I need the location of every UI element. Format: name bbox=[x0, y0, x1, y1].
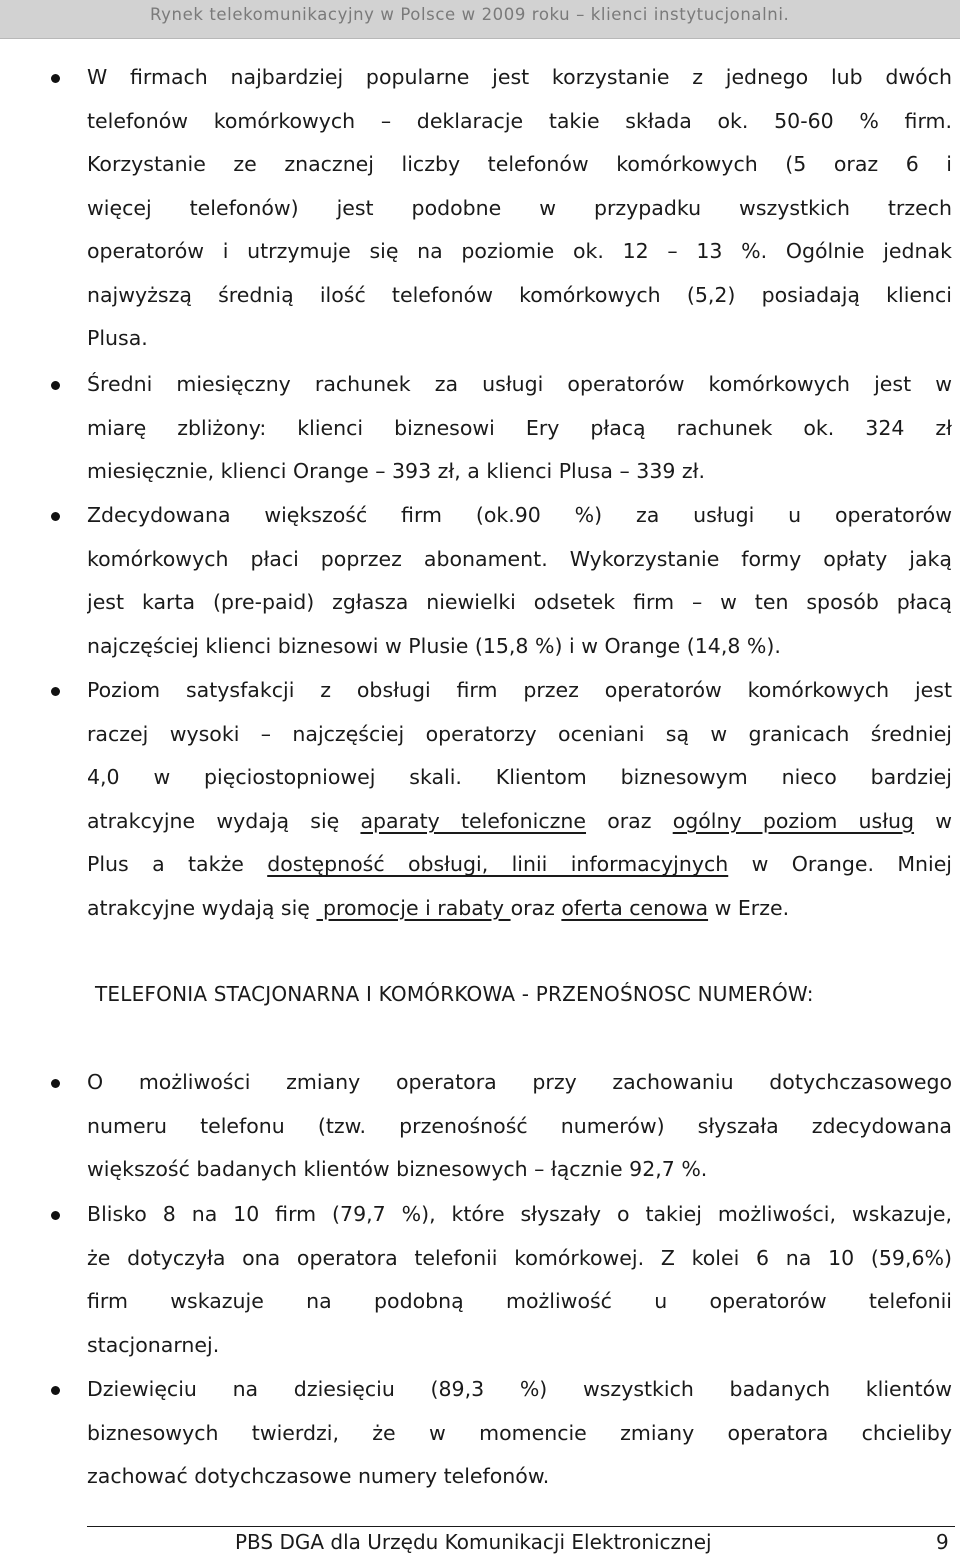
section-heading: TELEFONIA STACJONARNA I KOMÓRKOWA - PRZENOŚNOSC NUMERÓW: bbox=[95, 982, 814, 1006]
text-line: większość badanych klientów biznesowych – łącznie 92,7 %. bbox=[87, 1157, 708, 1181]
text-line: raczej wysoki – najczęściej operatorzy oceniani są w granicach średniej bbox=[87, 721, 952, 746]
text-line: Plusa. bbox=[87, 326, 148, 350]
footer-divider bbox=[87, 1526, 955, 1527]
bullet-icon bbox=[51, 381, 60, 390]
underlined-text: aparaty telefoniczne bbox=[360, 808, 587, 833]
list-item bbox=[87, 1198, 952, 1372]
bullet-icon bbox=[51, 1386, 60, 1395]
bullet-icon bbox=[51, 687, 60, 696]
text-line bbox=[87, 805, 952, 849]
text-line: komórkowych płaci poprzez abonament. Wykorzystanie formy opłaty jaką bbox=[87, 546, 952, 571]
list-item bbox=[87, 368, 952, 499]
header-title: Rynek telekomunikacyjny w Polsce w 2009 roku – klienci instytucjonalni. bbox=[150, 5, 790, 24]
text-line: Średni miesięczny rachunek za usługi operatorów komórkowych jest w bbox=[87, 372, 952, 396]
text-line: najwyższą średnią ilość telefonów komórkowych (5,2) posiadają klienci bbox=[87, 282, 952, 307]
list-item bbox=[87, 1373, 952, 1504]
bullet-icon bbox=[51, 512, 60, 521]
text-line: Blisko 8 na 10 firm (79,7 %), które słyszały o takiej możliwości, wskazuje, bbox=[87, 1202, 952, 1226]
text-run: oraz bbox=[510, 895, 562, 920]
bullet-icon bbox=[51, 1079, 60, 1088]
underlined-text: dostępność obsługi, linii informacyjnych bbox=[267, 852, 729, 876]
text-run: atrakcyjne wydają się bbox=[87, 808, 361, 833]
text-line: W firmach najbardziej popularne jest korzystanie z jednego lub dwóch bbox=[87, 65, 952, 89]
text-line: miesięcznie, klienci Orange – 393 zł, a klienci Plusa – 339 zł. bbox=[87, 459, 706, 483]
footer-text: PBS DGA dla Urzędu Komunikacji Elektronicznej bbox=[235, 1530, 712, 1554]
text-line bbox=[87, 848, 952, 892]
text-line: operatorów i utrzymuje się na poziomie ok. 12 – 13 %. Ogólnie jednak bbox=[87, 239, 952, 263]
list-item bbox=[87, 674, 952, 935]
text-line bbox=[87, 892, 952, 936]
text-line: 4,0 w pięciostopniowej skali. Klientom biznesowym nieco bardziej bbox=[87, 765, 952, 789]
text-run: w Erze. bbox=[708, 895, 790, 920]
text-run: w bbox=[914, 808, 952, 833]
text-line: zachować dotychczasowe numery telefonów. bbox=[87, 1464, 550, 1488]
text-run: Plus a także bbox=[87, 852, 268, 876]
bullet-icon bbox=[51, 74, 60, 83]
list-item bbox=[87, 61, 952, 366]
text-line: Poziom satysfakcji z obsługi firm przez operatorów komórkowych jest bbox=[87, 678, 952, 702]
list-item bbox=[87, 1066, 952, 1197]
text-line: Zdecydowana większość firm (ok.90 %) za usługi u operatorów bbox=[87, 503, 952, 527]
text-line: miarę zbliżony: klienci biznesowi Ery płacą rachunek ok. 324 zł bbox=[87, 415, 952, 440]
underlined-text: ogólny poziom usług bbox=[672, 808, 915, 833]
text-line: O możliwości zmiany operatora przy zachowaniu dotychczasowego bbox=[87, 1070, 952, 1094]
text-run: oraz bbox=[586, 808, 673, 833]
page-number: 9 bbox=[936, 1530, 949, 1554]
bullet-icon bbox=[51, 1211, 60, 1220]
underlined-text: promocje i rabaty bbox=[316, 895, 511, 920]
text-line: Dziewięciu na dziesięciu (89,3 %) wszystkich badanych klientów bbox=[87, 1377, 952, 1401]
underlined-text: oferta cenowa bbox=[561, 895, 709, 920]
text-line: jest karta (pre-paid) zgłasza niewielki odsetek firm – w ten sposób płacą bbox=[87, 590, 952, 614]
text-run: w Orange. Mniej bbox=[728, 852, 952, 876]
text-line: biznesowych twierdzi, że w momencie zmiany operatora chcieliby bbox=[87, 1420, 952, 1445]
text-line: numeru telefonu (tzw. przenośność numerów) słyszała zdecydowana bbox=[87, 1113, 952, 1138]
text-line: Korzystanie ze znacznej liczby telefonów komórkowych (5 oraz 6 i bbox=[87, 152, 952, 176]
text-line: więcej telefonów) jest podobne w przypadku wszystkich trzech bbox=[87, 195, 952, 220]
text-line: najczęściej klienci biznesowi w Plusie (15,8 %) i w Orange (14,8 %). bbox=[87, 633, 781, 658]
text-line: że dotyczyła ona operatora telefonii komórkowej. Z kolei 6 na 10 (59,6%) bbox=[87, 1245, 952, 1270]
text-line: telefonów komórkowych – deklaracje takie składa ok. 50-60 % firm. bbox=[87, 108, 952, 133]
text-run: atrakcyjne wydają się bbox=[87, 895, 317, 920]
page-header bbox=[0, 0, 960, 39]
text-line: stacjonarnej. bbox=[87, 1332, 220, 1357]
text-line: firm wskazuje na podobną możliwość u operatorów telefonii bbox=[87, 1289, 952, 1313]
list-item bbox=[87, 499, 952, 673]
